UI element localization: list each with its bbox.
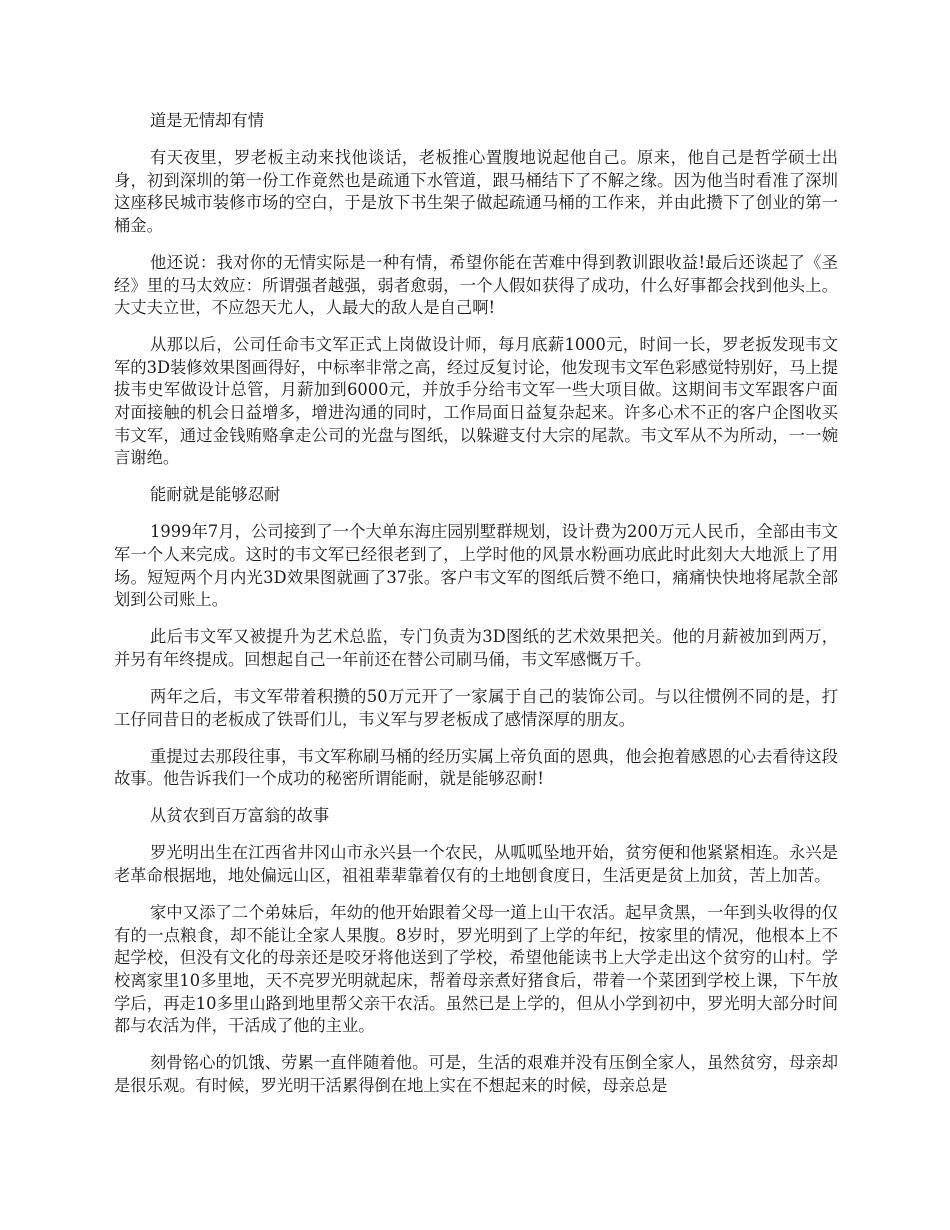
paragraph: 他还说：我对你的无情实际是一种有情，希望你能在苦难中得到教训跟收益!最后还谈起了《圣经》里的马太效应：所谓强者越强，弱者愈弱，一个人假如获得了成功，什么好事都会找到他头上。大丈夫立世，不应怨天尤人，人最大的敌人是自己啊! [114, 252, 838, 318]
paragraph: 此后韦文军又被提升为艺术总监，专门负责为3D图纸的艺术效果把关。他的月薪被加到两万，并另有年终提成。回想起自己一年前还在替公司刷马俑，韦文军感慨万千。 [114, 627, 838, 669]
section-heading: 从贫农到百万富翁的故事 [150, 806, 330, 826]
section-heading: 道是无情却有情 [150, 111, 264, 130]
paragraph: 从那以后，公司任命韦文军正式上岗做设计师，每月底薪1000元，时间一长，罗老扳发现韦文军的3D装修效果图画得好，中标率非常之高，经过反复讨论，他发现韦文军色彩感觉特别好，马上提拔韦史军做设计总管，月薪加到6000元，并放手分给韦文军一些大项目做。这期间韦文军跟客户面对面接触的机会日益增多，增进沟通的同时，工作局面日益复杂起来。许多心术不正的客户企图收买韦文军，通过金钱贿赂拿走公司的光盘与图纸，以躲避支付大宗的尾款。韦文军从不为所动，一一婉言谢绝。 [114, 335, 838, 468]
paragraph: 重提过去那段往事，韦文军称刷马桶的经历实属上帝负面的恩典，他会抱着感恩的心去看待这段故事。他告诉我们一个成功的秘密所谓能耐，就是能够忍耐! [114, 746, 838, 789]
paragraph: 两年之后，韦文军带着积攒的50万元开了一家属于自己的装饰公司。与以往惯例不同的是，打工仔同昔日的老板成了铁哥们儿，韦义军与罗老板成了感情深厚的朋友。 [114, 686, 838, 729]
paragraph: 有天夜里，罗老板主动来找他谈话，老板推心置腹地说起他自己。原来，他自己是哲学硕士出身，初到深圳的第一份工作竟然也是疏通下水管道，跟马桶结下了不解之缘。因为他当时看准了深圳这座移民城市装修市场的空白，于是放下书生架子做起疏通马桶的工作来，并由此攒下了创业的第一桶金。 [114, 148, 838, 235]
section-heading: 能耐就是能够忍耐 [150, 485, 281, 505]
paragraph: 1999年7月，公司接到了一个大单东海庄园别墅群规划，设计费为200万元人民币，全部由韦文军一个人来完成。这时的韦文军已经很老到了，上学时他的风景水粉画功底此时此刻大大地派上了用场。短短两个月内光3D效果图就画了37张。客户韦文军的图纸后赞不绝口，痛痛快快地将尾款全部划到公司账上。 [114, 522, 838, 610]
paragraph: 刻骨铭心的饥饿、劳累一直伴随着他。可是，生活的艰难并没有压倒全家人，虽然贫穷，母亲却是很乐观。有时候，罗光明干活累得倒在地上实在不想起来的时候，母亲总是 [114, 1053, 838, 1095]
document-body [114, 110, 838, 1112]
paragraph: 罗光明出生在江西省井冈山市永兴县一个农民，从呱呱坠地开始，贫穷便和他紧紧相连。永兴是老革命根据地，地处偏远山区，祖祖辈辈靠着仅有的土地刨食度日，生活更是贫上加贫，苦上加苦。 [114, 843, 838, 886]
paragraph: 家中又添了二个弟妹后，年幼的他开始跟着父母一道上山干农活。起早贪黑，一年到头收得的仅有的一点粮食，却不能让全家人果腹。8岁时，罗光明到了上学的年纪，按家里的情况，他根本上不起学校，但没有文化的母亲还是咬牙将他送到了学校，希望他能读书上大学走出这个贫穷的山村。学校离家里10多里地，天不亮罗光明就起床，帮着母亲煮好猪食后，带着一个菜团到学校上课，下午放学后，再走10多里山路到地里帮父亲干农活。虽然已是上学的，但从小学到初中，罗光明大部分时间都与农活为伴，干活成了他的主业。 [114, 903, 838, 1036]
